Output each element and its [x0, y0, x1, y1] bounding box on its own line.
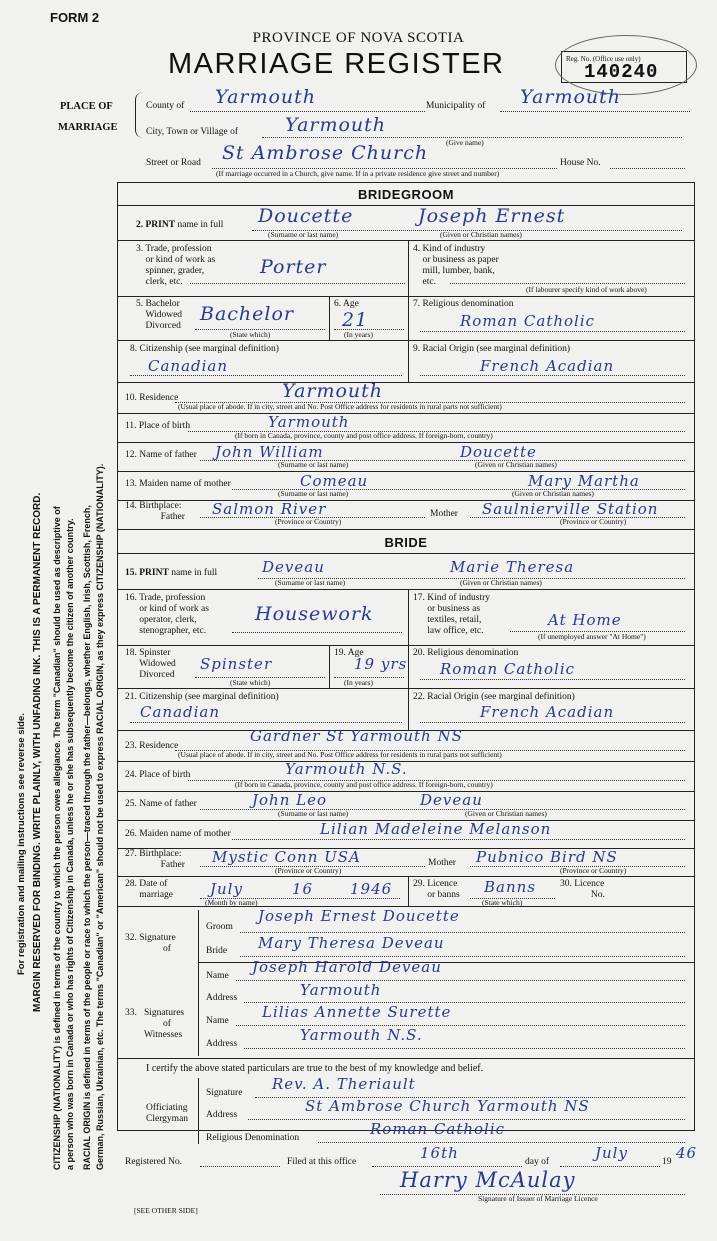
licence-no-label: 30. Licence No.	[560, 879, 605, 900]
rule	[408, 876, 409, 906]
rule	[200, 460, 685, 461]
county-line	[190, 111, 425, 112]
licence-banns-label: 29. Licence or banns	[413, 879, 460, 900]
groom-trade: Porter	[260, 256, 327, 278]
clergy-signature: Rev. A. Theriault	[272, 1075, 416, 1093]
issuer-signature: Harry McAulay	[400, 1168, 576, 1192]
rule	[190, 283, 405, 284]
bride-citizenship: Canadian	[140, 703, 221, 721]
bride-status: Spinster	[200, 655, 273, 673]
rule	[118, 876, 694, 877]
clergy-address: St Ambrose Church Yarmouth NS	[305, 1097, 590, 1115]
municipality-label: Municipality of	[426, 101, 486, 111]
mother-given-caption: (Given or Christian names)	[512, 489, 594, 498]
w2-address: Yarmouth N.S.	[300, 1026, 423, 1044]
state-which: (State which)	[230, 330, 271, 339]
bride-father-given-caption: (Given or Christian names)	[465, 809, 547, 818]
bride-father-prov-caption: (Province or Country)	[275, 866, 342, 875]
groom-residence-label: 10. Residence	[125, 393, 179, 403]
rule	[232, 839, 685, 840]
bride-residence-note: (Usual place of abode. If in city, street and No. Post Office address for residents in rural parts not sufficient)	[178, 750, 502, 759]
rule	[408, 240, 409, 296]
municipality-line	[500, 111, 690, 112]
year-prefix: 19	[662, 1157, 672, 1167]
bride-industry-label: 17. Kind of industry or business as textiles, retail, law office, etc.	[413, 593, 491, 636]
licence-banns: Banns	[484, 878, 536, 896]
reg-no-label: Reg. No. (Office use only)	[566, 55, 641, 63]
groom-mother-given: Mary Martha	[528, 472, 640, 490]
clergy-signature-label: Signature	[206, 1088, 243, 1098]
rule	[232, 632, 402, 633]
marriage-date-label: 28. Date of marriage	[125, 879, 174, 900]
rule	[408, 340, 409, 382]
father-surname-caption: (Surname or last name)	[278, 460, 349, 469]
rule	[240, 932, 685, 933]
labourer-note: (If labourer specify kind of work above)	[526, 285, 647, 294]
groom-racial: French Acadian	[480, 357, 615, 375]
rule	[408, 589, 409, 645]
groom-industry-label: 4. Kind of industry or business as paper mill, lumber, bank, etc.	[413, 244, 499, 287]
w1-address: Yarmouth	[300, 981, 382, 999]
filed-day: 16th	[420, 1144, 459, 1162]
groom-age: 21	[342, 309, 369, 331]
groom-residence: Yarmouth	[282, 380, 384, 402]
bride-birth-note: (If born in Canada, province, county and post office address. If foreign-born, country)	[235, 780, 493, 789]
county-value: Yarmouth	[215, 86, 317, 108]
bride-citizenship-label: 21. Citizenship (see marginal definition)	[125, 692, 279, 702]
rule	[118, 589, 694, 590]
father-given-caption: (Given or Christian names)	[475, 460, 557, 469]
w1-name-label: Name	[206, 971, 229, 981]
filed-month: July	[595, 1144, 628, 1162]
place-label-1: PLACE OF	[60, 101, 113, 112]
bride-surname: Deveau	[262, 558, 325, 576]
bride-father-given: John Leo	[252, 791, 328, 809]
page-title: MARRIAGE REGISTER	[168, 48, 505, 80]
clergy-denomination-label: Religious Denomination	[206, 1133, 300, 1143]
witnesses-label: 33. Signatures of Witnesses	[125, 1008, 185, 1040]
place-label-2: MARRIAGE	[58, 122, 118, 133]
rule	[118, 688, 694, 689]
groom-birthplace: Yarmouth	[268, 413, 350, 431]
rule	[420, 375, 685, 376]
bride-trade-label: 16. Trade, profession or kind of work as operator, clerk, stenographer, etc.	[125, 593, 209, 636]
in-years: (In years)	[344, 330, 373, 339]
margin-binding-notice: MARGIN RESERVED FOR BINDING. WRITE PLAINLY, WITH UNFADING INK. THIS IS A PERMANENT RECORD.	[32, 492, 43, 1012]
margin-citizenship-def-2: a person who was born in Canada or who has rights of Citizenship in Canada, unless he or she has subsequently become the citizen of another country.	[65, 518, 75, 1170]
bride-signature: Mary Theresa Deveau	[258, 934, 445, 952]
bride-father-birth: Mystic Conn USA	[212, 848, 361, 866]
birth-note: (If born in Canada, province, county and post office address. If foreign-born, country)	[235, 431, 493, 440]
groom-parent-birth-label: 14. Birthplace: Father	[125, 501, 185, 522]
rule	[118, 442, 694, 443]
groom-name-label: 2. PRINT name in full	[136, 220, 224, 230]
rule	[450, 283, 685, 284]
city-value: Yarmouth	[285, 114, 387, 136]
groom-mother-birth-label: Mother	[430, 509, 458, 519]
w2-name-label: Name	[206, 1016, 229, 1026]
filed-year: 46	[676, 1144, 698, 1162]
clergy-label: Officiating Clergyman	[146, 1103, 189, 1124]
certify-text: I certify the above stated particulars are true to the best of my knowledge and belief.	[146, 1063, 484, 1074]
groom-father-given: John William	[215, 443, 324, 461]
rule	[408, 645, 409, 688]
form-number: FORM 2	[50, 10, 100, 25]
rule	[240, 956, 685, 957]
rule	[118, 529, 694, 530]
registered-no-label: Registered No.	[125, 1157, 182, 1167]
father-prov-caption: (Province or Country)	[275, 517, 342, 526]
marriage-year: 1946	[350, 880, 393, 898]
margin-citizenship-def: CITIZENSHIP (NATIONALITY) is defined in terms of the country to which the person owes allegiance. The term "Canadian" should be used as descriptive of	[52, 506, 62, 1170]
groom-status-label: 5. Bachelor Widowed Divorced	[136, 299, 183, 331]
bride-residence-label: 23. Residence	[125, 741, 179, 751]
bridegroom-heading: BRIDEGROOM	[358, 187, 454, 202]
rule	[200, 809, 685, 810]
bride-trade: Housework	[255, 603, 374, 625]
groom-religion-label: 7. Religious denomination	[413, 299, 514, 309]
groom-mother-label: 13. Maiden name of mother	[125, 479, 231, 489]
groom-father-label: 12. Name of father	[125, 450, 197, 460]
day-of-label: day of	[525, 1157, 550, 1167]
rule	[130, 375, 402, 376]
place-note: (If marriage occurred in a Church, give name. If in a private residence give street and number)	[216, 169, 500, 178]
house-label: House No.	[560, 158, 601, 168]
rule	[118, 645, 694, 646]
bride-industry: At Home	[548, 611, 622, 629]
clergy-bracket	[198, 1078, 205, 1144]
marriage-month: July	[210, 880, 243, 898]
rule	[118, 205, 694, 206]
rule	[560, 1166, 660, 1167]
groom-given: Joseph Ernest	[418, 205, 566, 227]
street-label: Street or Road	[146, 158, 201, 168]
month-caption: (Month by name)	[205, 898, 258, 907]
signature-bracket	[198, 910, 205, 964]
bride-mother-birth: Pubnico Bird NS	[476, 848, 618, 866]
clergy-denomination: Roman Catholic	[370, 1120, 506, 1138]
surname-caption: (Surname or last name)	[268, 230, 339, 239]
banns-state-which: (State which)	[482, 898, 523, 907]
reg-no-value: 140240	[584, 61, 659, 83]
groom-religion: Roman Catholic	[460, 312, 596, 330]
w1-name: Joseph Harold Deveau	[252, 958, 442, 976]
margin-instructions: For registration and mailing instructions see reverse side.	[16, 713, 27, 975]
bride-sig-label: Bride	[206, 946, 228, 956]
rule	[118, 296, 694, 297]
bride-given-caption: (Given or Christian names)	[460, 578, 542, 587]
bride-racial-label: 22. Racial Origin (see marginal definition)	[413, 692, 575, 702]
groom-mother-birth: Saulnierville Station	[482, 500, 659, 518]
bride-age-label: 19. Age	[334, 648, 364, 658]
margin-racial-def-2: German, Russian, Ukrainian, etc. The terms "Canadian" or "American" should not be used to express RACIAL ORIGIN, as they express CITIZENSHIP (NATIONALITY).	[95, 463, 105, 1170]
bride-mother-name: Lilian Madeleine Melanson	[320, 820, 552, 838]
rule	[118, 791, 694, 792]
bride-mother-label: 26. Maiden name of mother	[125, 829, 231, 839]
bride-in-years: (In years)	[344, 678, 373, 687]
rule	[118, 413, 694, 414]
bride-state-which: (State which)	[230, 678, 271, 687]
bride-father-surname: Deveau	[420, 791, 483, 809]
house-line	[610, 168, 685, 169]
bride-heading: BRIDE	[384, 535, 428, 550]
w2-address-label: Address	[206, 1039, 238, 1049]
see-other-side: [SEE OTHER SIDE]	[134, 1206, 198, 1215]
rule	[318, 1142, 685, 1143]
bride-age: 19 yrs	[354, 655, 408, 673]
signature-of-label: 32. Signature of	[125, 933, 176, 954]
groom-father-surname: Doucette	[460, 443, 537, 461]
filed-label: Filed at this office	[287, 1157, 357, 1167]
groom-trade-label: 3. Trade, profession or kind of work as spinner, grader, clerk, etc.	[136, 244, 216, 287]
bride-racial: French Acadian	[480, 703, 615, 721]
given-caption: (Given or Christian names)	[440, 230, 522, 239]
city-label: City, Town or Village of	[146, 127, 238, 137]
groom-sig-label: Groom	[206, 922, 233, 932]
bride-mother-prov-caption: (Province or Country)	[560, 866, 627, 875]
rule	[118, 553, 694, 554]
street-value: St Ambrose Church	[222, 142, 429, 164]
bride-surname-caption: (Surname or last name)	[275, 578, 346, 587]
municipality-value: Yarmouth	[520, 86, 622, 108]
bride-father-label: 25. Name of father	[125, 799, 197, 809]
groom-citizenship-label: 8. Citizenship (see marginal definition)	[130, 344, 279, 354]
bride-birthplace-label: 24. Place of birth	[125, 770, 191, 780]
witness-bracket	[198, 964, 205, 1056]
w2-name: Lilias Annette Surette	[262, 1003, 452, 1021]
groom-citizenship: Canadian	[148, 357, 229, 375]
rule	[420, 722, 685, 723]
groom-racial-label: 9. Racial Origin (see marginal definition)	[413, 344, 571, 354]
unemployed-note: (If unemployed answer "At Home")	[538, 632, 646, 641]
bride-name-label: 15. PRINT name in full	[125, 568, 218, 578]
issuer-label: Signature of Issuer of Marriage Licence	[478, 1194, 598, 1203]
county-label: County of	[146, 101, 185, 111]
bride-parent-birth-label: 27. Birthplace: Father	[125, 849, 185, 870]
w1-address-label: Address	[206, 993, 238, 1003]
rule	[329, 296, 330, 340]
mother-surname-caption: (Surname or last name)	[278, 489, 349, 498]
rule	[130, 722, 402, 723]
bride-birthplace: Yarmouth N.S.	[285, 760, 408, 778]
bride-religion-label: 20. Religious denomination	[413, 648, 519, 658]
groom-surname: Doucette	[258, 205, 354, 227]
margin-racial-def: RACIAL ORIGIN is defined in terms of the people or race to which the person—traced through the father—belongs, whether English, Irish, Scottish, French,	[82, 505, 92, 1170]
rule	[420, 331, 685, 332]
rule	[118, 382, 694, 383]
rule	[118, 340, 694, 341]
groom-age-label: 6. Age	[334, 299, 359, 309]
bride-religion: Roman Catholic	[440, 660, 576, 678]
rule	[408, 296, 409, 340]
rule	[372, 1166, 522, 1167]
mother-prov-caption: (Province or Country)	[560, 517, 627, 526]
bride-father-surname-caption: (Surname or last name)	[278, 809, 349, 818]
rule	[244, 1048, 685, 1049]
groom-birthplace-label: 11. Place of birth	[125, 421, 191, 431]
bride-mother-birth-label: Mother	[428, 858, 456, 868]
rule	[200, 1166, 280, 1167]
province-heading: PROVINCE OF NOVA SCOTIA	[252, 30, 465, 46]
place-bracket	[135, 92, 144, 138]
rule	[329, 645, 330, 688]
clergy-address-label: Address	[206, 1110, 238, 1120]
groom-father-birth: Salmon River	[212, 500, 327, 518]
groom-signature: Joseph Ernest Doucette	[258, 907, 460, 925]
rule	[118, 240, 694, 241]
marriage-day: 16	[292, 880, 314, 898]
groom-mother-surname: Comeau	[300, 472, 369, 490]
bride-residence: Gardner St Yarmouth NS	[250, 727, 463, 745]
bride-status-label: 18. Spinster Widowed Divorced	[125, 648, 176, 680]
give-name-caption: (Give name)	[446, 138, 484, 147]
bride-given: Marie Theresa	[450, 558, 575, 576]
residence-note: (Usual place of abode. If in city, street and No. Post Office address for residents in rural parts not sufficient)	[178, 402, 502, 411]
rule	[408, 688, 409, 730]
rule	[420, 679, 685, 680]
groom-status: Bachelor	[200, 303, 295, 325]
rule	[118, 1058, 694, 1059]
